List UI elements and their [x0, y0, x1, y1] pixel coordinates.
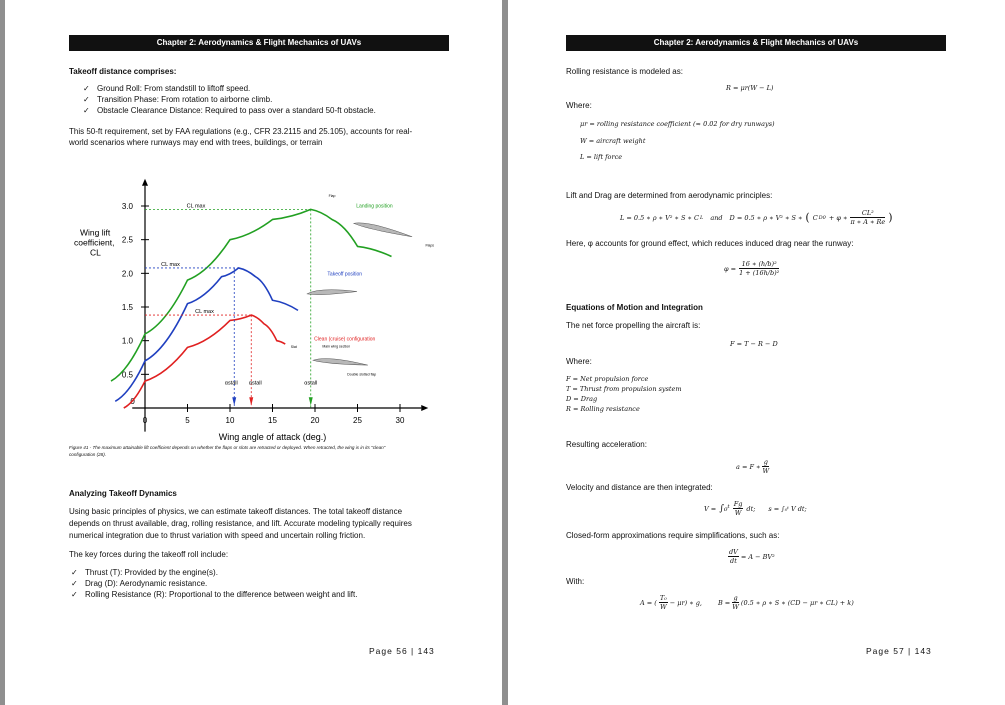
def-mu: μr = rolling resistance coefficient (≈ 0.02 for dry runways): [580, 120, 775, 128]
annotation: Takeoff position: [327, 271, 363, 278]
equation-accel: a = F ∗ $\frac{g}{W}$: [736, 458, 770, 475]
figure-caption: Figure 41 - The maximum attainable lift coefficient depends on whether the flaps or slots are retracted or deployed. When retracted, the wing is in its "clean": [69, 445, 386, 450]
annotation: Flaps: [425, 243, 435, 248]
y-tick-label: 3.0: [121, 202, 133, 211]
airfoil-landing-icon: [353, 221, 413, 238]
page-number: Page 57 | 143: [866, 646, 932, 656]
x-axis-arrow: [421, 405, 428, 411]
paragraph-line: depends on thrust available, drag, rolling resistance, and lift. Accurate modeling typically requires: [69, 519, 412, 528]
rolling-intro: Rolling resistance is modeled as:: [566, 67, 683, 76]
def-w: W = aircraft weight: [580, 137, 646, 145]
page-left: [5, 0, 502, 705]
takeoff-heading: Takeoff distance comprises:: [69, 67, 177, 76]
equation-velocity: V = ∫₀ᵗ $\frac{Fg}{W}$ dt; s = ∫₀ᵗ V dt;: [704, 500, 807, 517]
y-tick-label: 2.0: [121, 269, 133, 279]
def-t: T = Thrust from propulsion system: [566, 385, 682, 393]
check-icon: ✓: [83, 84, 90, 93]
cl-max-label: CL max: [186, 203, 206, 210]
y-tick-label: 1.0: [121, 336, 133, 346]
annotation: Landing position: [356, 203, 393, 210]
closed-form-intro: Closed-form approximations require simplifications, such as:: [566, 531, 780, 540]
paragraph-line: numerical integration due to thrust variation with speed and uncertain rolling friction.: [69, 531, 366, 540]
forces-intro: The key forces during the takeoff roll include:: [69, 550, 229, 559]
stall-arrow: [309, 397, 313, 405]
phi-text: Here, φ accounts for ground effect, which reduces induced drag near the runway:: [566, 239, 854, 248]
stall-arrow: [232, 397, 236, 405]
paragraph-line: Using basic principles of physics, we can estimate takeoff distances. The total takeoff distance: [69, 507, 403, 516]
accel-intro: Resulting acceleration:: [566, 440, 647, 449]
equation-net-force: F = T − R − D: [730, 340, 778, 348]
x-tick-label: 25: [353, 416, 362, 425]
annotation: Main wing section: [322, 344, 351, 349]
origin-label: 0: [130, 397, 135, 406]
list-item: ✓ Drag (D): Aerodynamic resistance.: [71, 579, 208, 588]
airfoil-takeoff-icon: [307, 288, 357, 296]
x-tick-label: 15: [268, 416, 277, 425]
annotation: Flap: [328, 194, 336, 199]
list-item: ✓ Transition Phase: From rotation to airborne climb.: [83, 95, 273, 104]
where-label: Where:: [566, 357, 592, 366]
check-icon: ✓: [71, 590, 78, 599]
velocity-intro: Velocity and distance are then integrated:: [566, 483, 713, 492]
check-icon: ✓: [71, 568, 78, 577]
x-tick-label: 5: [185, 416, 190, 425]
x-tick-label: 10: [225, 416, 235, 425]
annotation: Clean (cruise) configuration: [314, 336, 376, 343]
def-d: D = Drag: [566, 395, 598, 403]
x-tick-label: 0: [142, 416, 148, 425]
y-axis-title: Wing lift: [80, 227, 111, 238]
def-r: R = Rolling resistance: [566, 405, 640, 413]
y-tick-label: 2.5: [121, 235, 133, 245]
list-item: ✓ Thrust (T): Provided by the engine(s).: [71, 568, 218, 577]
lift-coefficient-chart: [60, 172, 470, 442]
equation-closed-form: $\frac{dV}{dt}$ = A − BV²: [729, 548, 775, 565]
equation-a-b: A = ( $\frac{\text{T₀}}{W}$ − μr) ∗ g, B = $\frac{g}{W}$ (0.5 ∗ ρ ∗ S ∗ (CD − μr ∗ CL) + k): [640, 594, 854, 611]
takeoff-list: [83, 83, 376, 116]
where-label: Where:: [566, 101, 592, 110]
list-item: ✓ Obstacle Clearance Distance: Required to pass over a standard 50-ft obstacle.: [83, 106, 376, 115]
paragraph-line: world scenarios where runways may end with trees, buildings, or terrain: [69, 138, 323, 147]
check-icon: ✓: [71, 579, 78, 588]
y-axis-arrow: [142, 179, 148, 186]
y-axis-title: CL: [90, 247, 101, 258]
stall-arrow: [249, 397, 253, 405]
annotation: Double slotted flap: [347, 372, 377, 377]
series-line: [115, 268, 298, 401]
check-icon: ✓: [83, 95, 90, 104]
chapter-header: Chapter 2: Aerodynamics & Flight Mechanics of UAVs: [69, 35, 449, 51]
series-line: [121, 315, 286, 408]
check-icon: ✓: [83, 106, 90, 115]
x-axis-title: Wing angle of attack (deg.): [218, 432, 327, 442]
def-f: F = Net propulsion force: [566, 375, 649, 383]
paragraph-line: This 50-ft requirement, set by FAA regulations (e.g., CFR 23.2115 and 25.105), accounts for real-: [69, 127, 413, 136]
page-number: Page 56 | 143: [369, 646, 435, 656]
chapter-header: Chapter 2: Aerodynamics & Flight Mechanics of UAVs: [566, 35, 946, 51]
airfoil-clean-icon: [313, 358, 368, 366]
figure-caption: configuration (28).: [69, 452, 107, 457]
analysis-heading: Analyzing Takeoff Dynamics: [69, 489, 177, 498]
net-force-intro: The net force propelling the aircraft is:: [566, 321, 701, 330]
stall-label: αstall: [304, 380, 318, 387]
eom-heading: Equations of Motion and Integration: [566, 303, 703, 312]
stall-label: αstall: [248, 380, 262, 387]
annotation: Slat: [290, 345, 297, 350]
equation-phi: φ = $\frac{\text{16 ∗ (h/b)²}}{\text{1 + (16h/b)²}}$: [724, 260, 780, 277]
y-tick-label: 1.5: [121, 303, 133, 312]
y-axis-title: coefficient,: [74, 237, 115, 248]
x-tick-label: 30: [395, 416, 405, 425]
def-l: L = lift force: [580, 153, 623, 161]
equation-rolling: R = μr(W − L): [726, 84, 774, 92]
stall-label: αstall: [224, 380, 238, 387]
liftdrag-intro: Lift and Drag are determined from aerodynamic principles:: [566, 191, 773, 200]
y-tick-label: 0.5: [121, 370, 133, 380]
x-tick-label: 20: [310, 416, 320, 425]
list-item: ✓ Rolling Resistance (R): Proportional to the difference between weight and lift.: [71, 590, 358, 599]
page-right: [508, 0, 1005, 705]
forces-list: [71, 567, 357, 600]
equation-lift-drag: L = 0.5 ∗ ρ ∗ V² ∗ S ∗ C L and D = 0.5 ∗ ρ ∗ V² ∗ S ∗ ( C D0 + φ ∗ $\frac{\text{CL²}}{\pi ∗ A ∗ Re}$ ): [620, 209, 893, 226]
with-label: With:: [566, 577, 585, 586]
cl-max-label: CL max: [161, 261, 180, 268]
cl-max-label: CL max: [195, 309, 214, 316]
list-item: ✓ Ground Roll: From standstill to liftoff speed.: [83, 84, 251, 93]
